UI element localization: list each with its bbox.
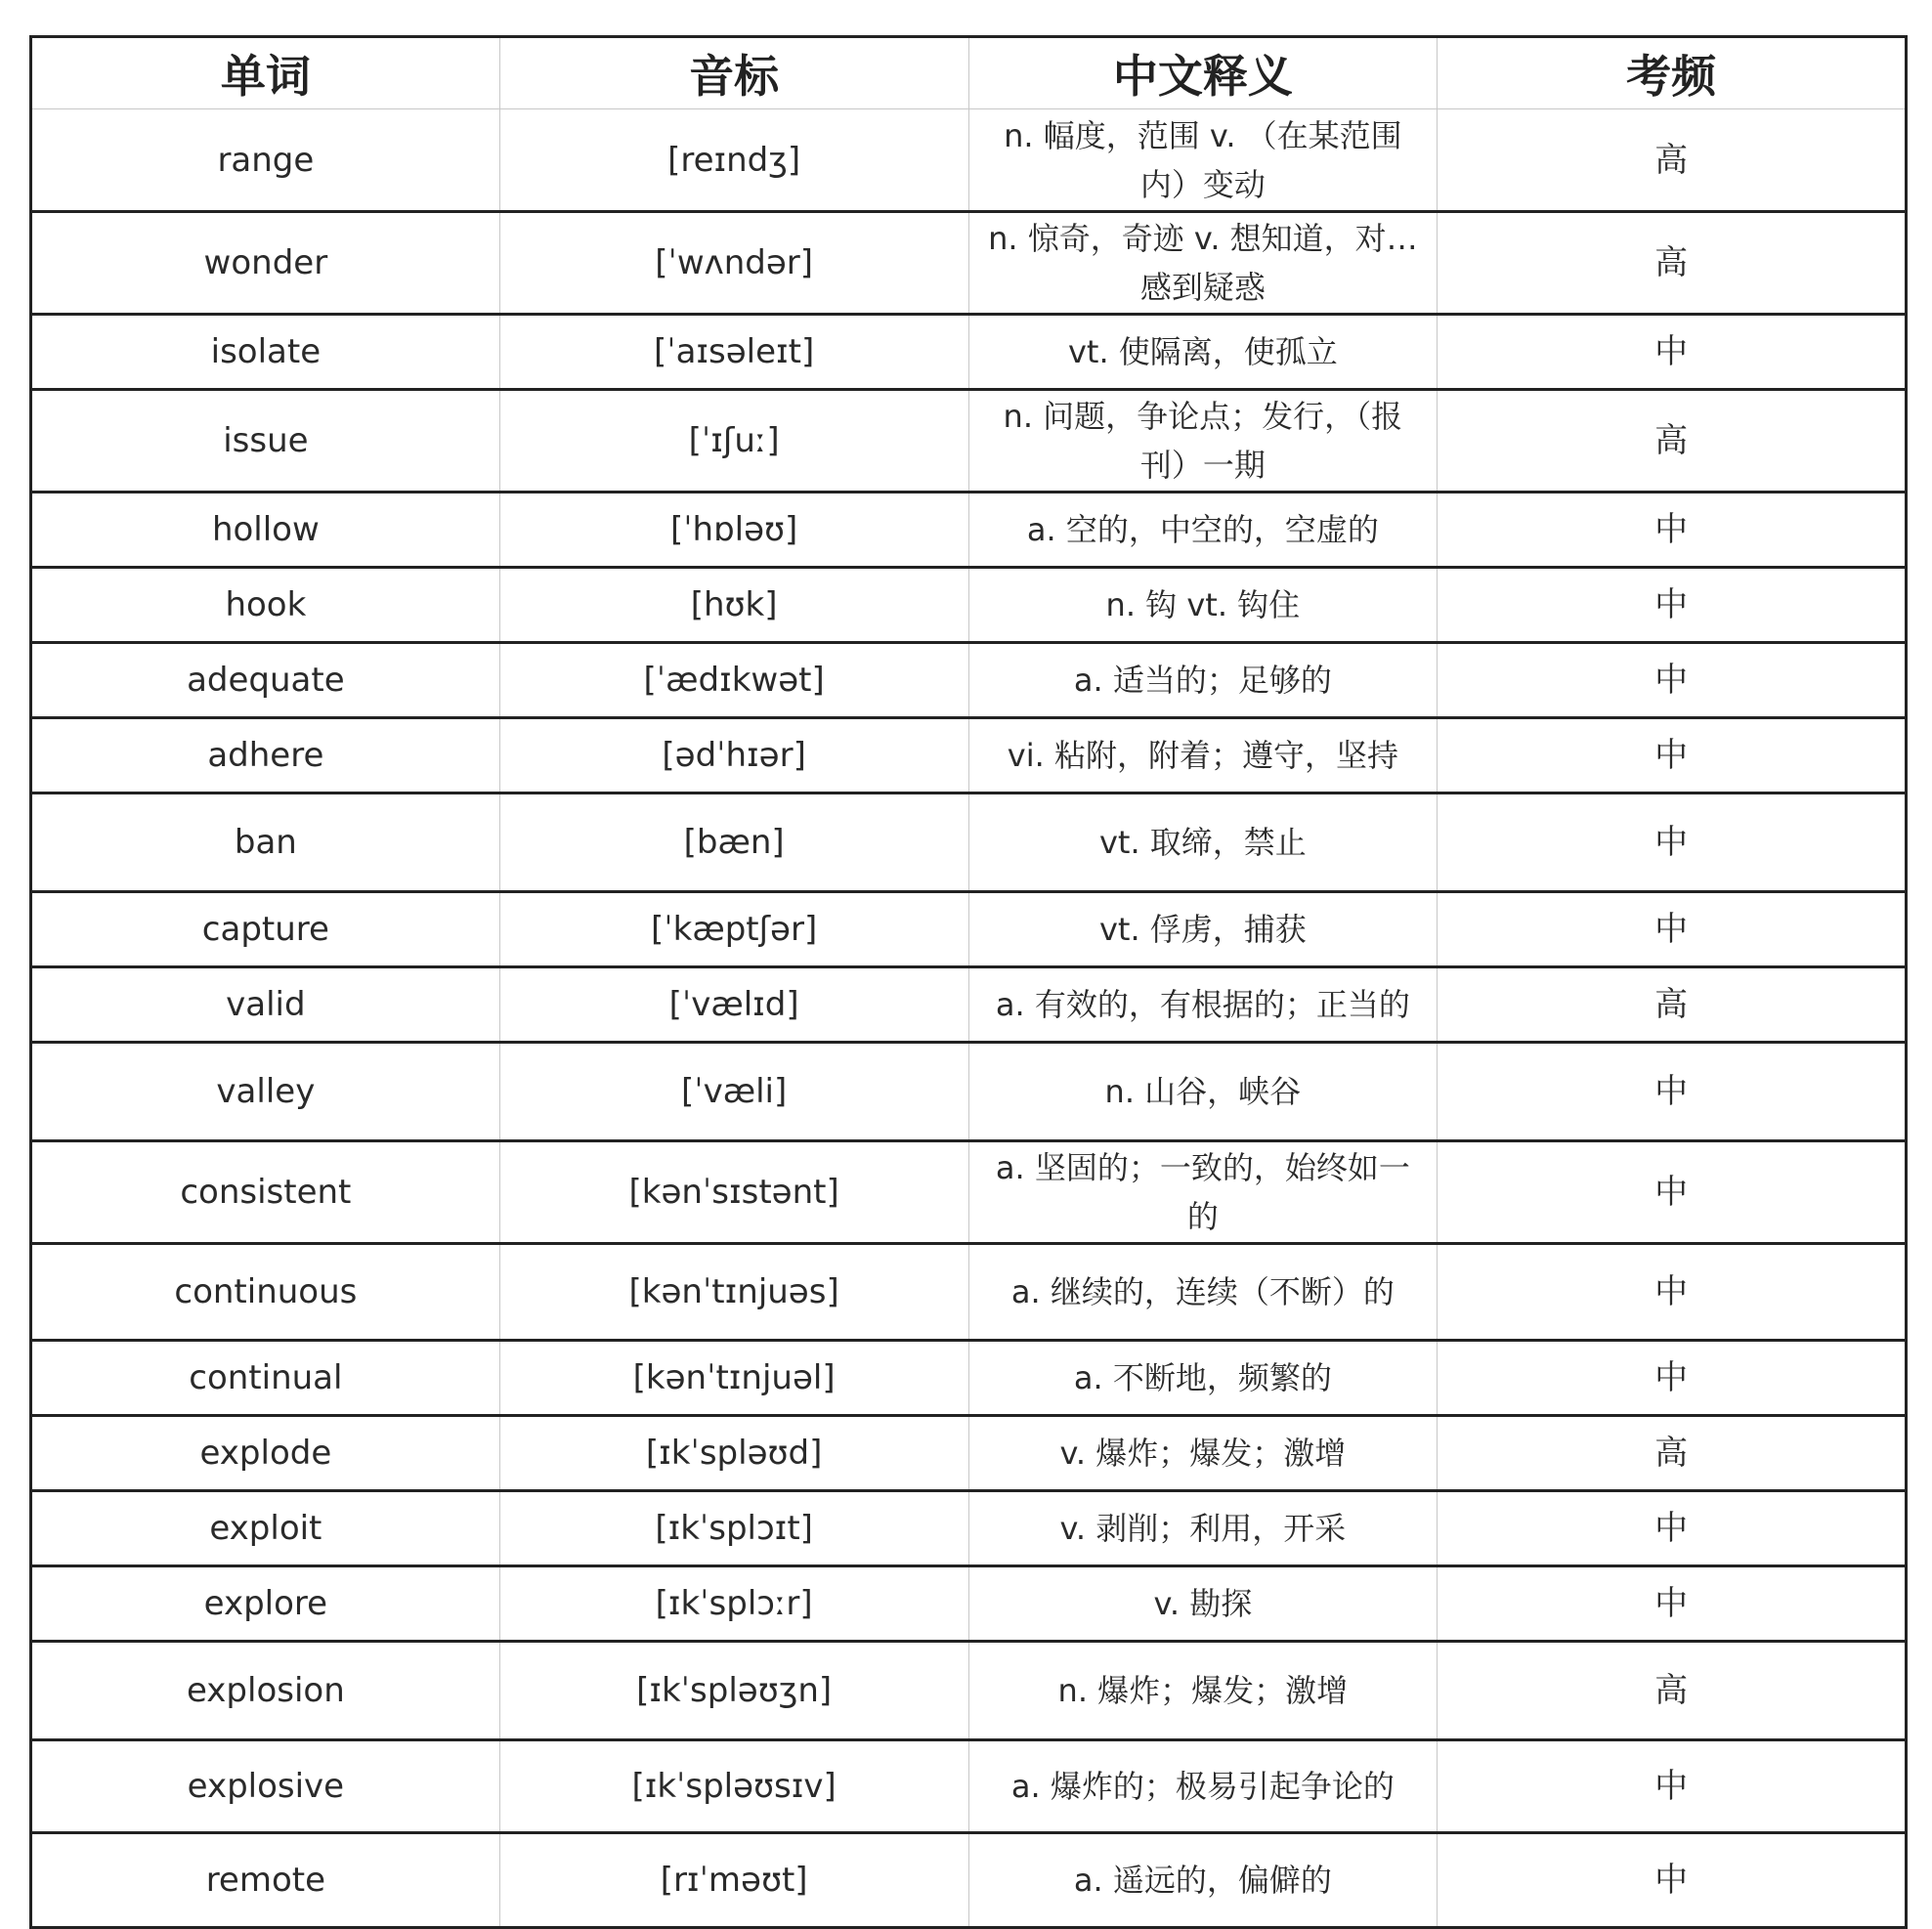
word-cell: explore (31, 1566, 500, 1642)
phonetic-cell: [ˈɪʃuː] (499, 390, 968, 493)
word-cell: explosive (31, 1740, 500, 1833)
frequency-cell: 中 (1438, 643, 1907, 718)
meaning-cell: vi. 粘附，附着；遵守，坚持 (968, 718, 1438, 793)
word-cell: hook (31, 568, 500, 643)
phonetic-cell: [kənˈtɪnjuəs] (499, 1244, 968, 1341)
word-cell: valley (31, 1043, 500, 1141)
header-phonetic: 音标 (499, 37, 968, 109)
table-row (31, 1833, 1907, 1928)
meaning-cell: a. 遥远的，偏僻的 (968, 1833, 1438, 1928)
table-row (31, 568, 1907, 643)
phonetic-cell: [ədˈhɪər] (499, 718, 968, 793)
frequency-cell: 中 (1438, 1141, 1907, 1244)
meaning-cell: a. 爆炸的；极易引起争论的 (968, 1740, 1438, 1833)
table-row (31, 109, 1907, 212)
frequency-cell: 中 (1438, 1341, 1907, 1416)
phonetic-cell: [ˈvælɪd] (499, 967, 968, 1043)
meaning-cell: v. 爆炸；爆发；激增 (968, 1416, 1438, 1491)
word-cell: continuous (31, 1244, 500, 1341)
header-row (31, 37, 1907, 109)
frequency-cell: 中 (1438, 1740, 1907, 1833)
meaning-cell: vt. 取缔，禁止 (968, 793, 1438, 892)
frequency-cell: 中 (1438, 793, 1907, 892)
meaning-cell: n. 问题，争论点；发行，（报刊）一期 (968, 390, 1438, 493)
word-cell: adequate (31, 643, 500, 718)
phonetic-cell: [ɪkˈsplɔːr] (499, 1566, 968, 1642)
word-cell: explosion (31, 1642, 500, 1740)
frequency-cell: 中 (1438, 1491, 1907, 1566)
phonetic-cell: [hʊk] (499, 568, 968, 643)
phonetic-cell: [rɪˈməʊt] (499, 1833, 968, 1928)
meaning-cell: n. 钩 vt. 钩住 (968, 568, 1438, 643)
frequency-cell: 高 (1438, 109, 1907, 212)
meaning-cell: n. 爆炸；爆发；激增 (968, 1642, 1438, 1740)
meaning-cell: v. 勘探 (968, 1566, 1438, 1642)
frequency-cell: 中 (1438, 493, 1907, 568)
meaning-cell: a. 不断地，频繁的 (968, 1341, 1438, 1416)
word-cell: range (31, 109, 500, 212)
frequency-cell: 中 (1438, 1833, 1907, 1928)
phonetic-cell: [ˈhɒləʊ] (499, 493, 968, 568)
table-row (31, 1244, 1907, 1341)
frequency-cell: 中 (1438, 892, 1907, 967)
phonetic-cell: [bæn] (499, 793, 968, 892)
frequency-cell: 高 (1438, 1642, 1907, 1740)
meaning-cell: n. 惊奇，奇迹 v. 想知道，对…感到疑惑 (968, 212, 1438, 315)
word-cell: issue (31, 390, 500, 493)
word-cell: continual (31, 1341, 500, 1416)
table-header (31, 37, 1907, 109)
word-cell: adhere (31, 718, 500, 793)
word-cell: remote (31, 1833, 500, 1928)
frequency-cell: 中 (1438, 1043, 1907, 1141)
phonetic-cell: [ɪkˈspləʊd] (499, 1416, 968, 1491)
phonetic-cell: [ɪkˈsplɔɪt] (499, 1491, 968, 1566)
table-row (31, 1642, 1907, 1740)
table-row (31, 1141, 1907, 1244)
phonetic-cell: [ɪkˈspləʊsɪv] (499, 1740, 968, 1833)
word-cell: isolate (31, 315, 500, 390)
phonetic-cell: [kənˈtɪnjuəl] (499, 1341, 968, 1416)
meaning-cell: v. 剥削；利用，开采 (968, 1491, 1438, 1566)
phonetic-cell: [ˈvæli] (499, 1043, 968, 1141)
frequency-cell: 中 (1438, 1566, 1907, 1642)
word-cell: consistent (31, 1141, 500, 1244)
phonetic-cell: [kənˈsɪstənt] (499, 1141, 968, 1244)
table-row (31, 892, 1907, 967)
table-row (31, 718, 1907, 793)
vocabulary-table (29, 35, 1908, 1929)
phonetic-cell: [ˈædɪkwət] (499, 643, 968, 718)
meaning-cell: vt. 俘虏，捕获 (968, 892, 1438, 967)
table-row (31, 967, 1907, 1043)
word-cell: exploit (31, 1491, 500, 1566)
meaning-cell: n. 山谷，峡谷 (968, 1043, 1438, 1141)
table-row (31, 643, 1907, 718)
table-body (31, 109, 1907, 1928)
phonetic-cell: [ˈkæptʃər] (499, 892, 968, 967)
header-frequency: 考频 (1438, 37, 1907, 109)
table-row (31, 1043, 1907, 1141)
phonetic-cell: [reɪndʒ] (499, 109, 968, 212)
table-row (31, 1341, 1907, 1416)
meaning-cell: a. 继续的，连续（不断）的 (968, 1244, 1438, 1341)
frequency-cell: 中 (1438, 315, 1907, 390)
phonetic-cell: [ɪkˈspləʊʒn] (499, 1642, 968, 1740)
frequency-cell: 高 (1438, 212, 1907, 315)
meaning-cell: a. 空的，中空的，空虚的 (968, 493, 1438, 568)
word-cell: wonder (31, 212, 500, 315)
frequency-cell: 高 (1438, 1416, 1907, 1491)
table-row (31, 1416, 1907, 1491)
table-row (31, 390, 1907, 493)
header-word: 单词 (31, 37, 500, 109)
table-row (31, 793, 1907, 892)
meaning-cell: a. 适当的；足够的 (968, 643, 1438, 718)
table-row (31, 493, 1907, 568)
meaning-cell: vt. 使隔离，使孤立 (968, 315, 1438, 390)
meaning-cell: a. 坚固的；一致的，始终如一的 (968, 1141, 1438, 1244)
meaning-cell: a. 有效的，有根据的；正当的 (968, 967, 1438, 1043)
frequency-cell: 中 (1438, 718, 1907, 793)
meaning-cell: n. 幅度，范围 v. （在某范围内）变动 (968, 109, 1438, 212)
table-row (31, 315, 1907, 390)
phonetic-cell: [ˈaɪsəleɪt] (499, 315, 968, 390)
header-meaning: 中文释义 (968, 37, 1438, 109)
table-row (31, 1740, 1907, 1833)
table-row (31, 212, 1907, 315)
table-row (31, 1566, 1907, 1642)
word-cell: capture (31, 892, 500, 967)
word-cell: explode (31, 1416, 500, 1491)
frequency-cell: 高 (1438, 390, 1907, 493)
word-cell: valid (31, 967, 500, 1043)
word-cell: hollow (31, 493, 500, 568)
table-row (31, 1491, 1907, 1566)
word-cell: ban (31, 793, 500, 892)
frequency-cell: 中 (1438, 1244, 1907, 1341)
phonetic-cell: [ˈwʌndər] (499, 212, 968, 315)
frequency-cell: 高 (1438, 967, 1907, 1043)
frequency-cell: 中 (1438, 568, 1907, 643)
